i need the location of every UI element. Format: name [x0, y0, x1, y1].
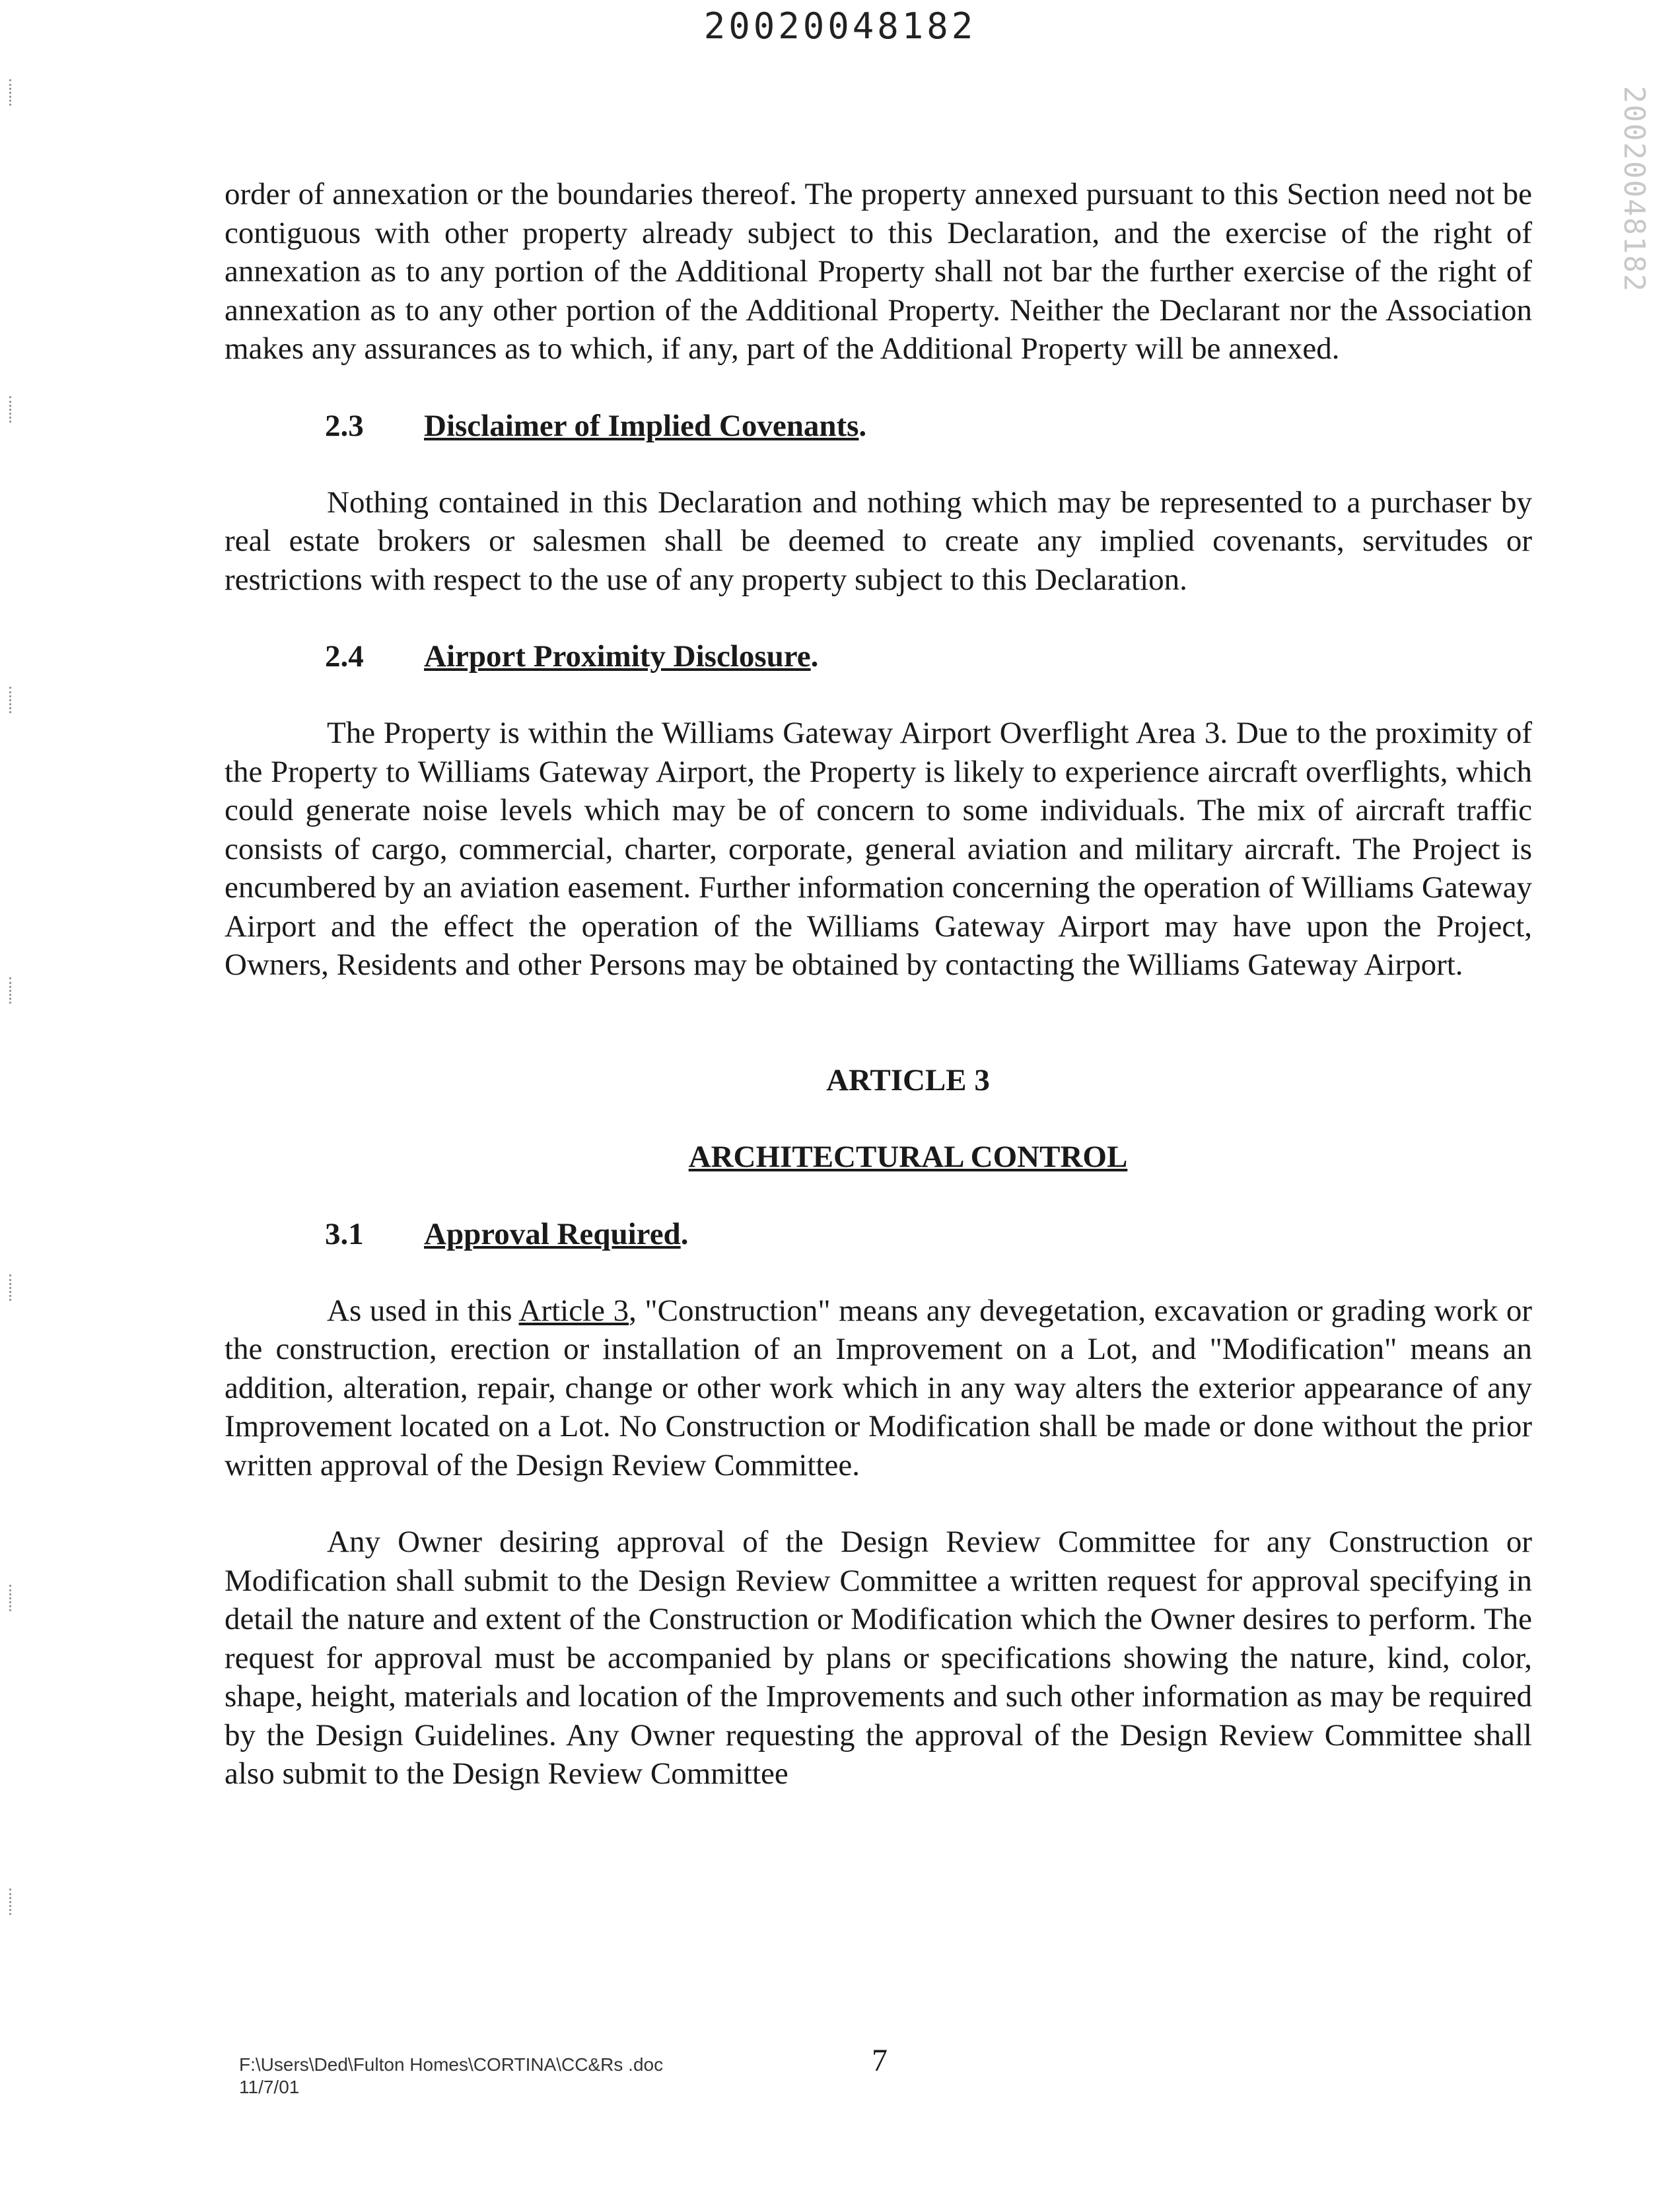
section-heading-3-1: 3.1 Approval Required. [325, 1215, 1532, 1253]
section-number: 3.1 [325, 1216, 364, 1251]
section-heading-2-4: 2.4 Airport Proximity Disclosure. [325, 637, 1532, 676]
footer-file-info [239, 2054, 663, 2099]
margin-stamp: 20020048182 [1617, 86, 1651, 293]
document-number: 20020048182 [703, 5, 977, 47]
section-3-1-paragraph-1 [225, 1292, 1532, 1485]
section-number: 2.3 [325, 408, 364, 443]
section-number: 2.4 [325, 639, 364, 674]
continued-paragraph: order of annexation or the boundaries thereof. The property annexed pursuant to this Section need not be contiguous with other property already subject to this Declaration, and the exercise of the right of annexation as to any portion of the Additional Property shall not bar the further exercise of the right of annexation as to any other portion of the Additional Property. Neither the Declarant nor the Association makes any assurances as to which, if any, part of the Additional Property will be annexed. [225, 177, 1532, 366]
article-label: ARTICLE 3 [826, 1062, 990, 1097]
footer-date: 11/7/01 [239, 2077, 300, 2097]
scan-artifact [9, 1889, 23, 1915]
section-2-4-text: The Property is within the Williams Gateway Airport Overflight Area 3. Due to the proximity of the Property to Williams Gateway Airport, the Property is likely to experience aircraft overflights, which could generate noise levels which may be of concern to some individuals. The mix of aircraft traffic consists of cargo, commercial, charter, corporate, general aviation and military aircraft. The Project is encumbered by an aviation easement. Further information concerning the operation of Williams Gateway Airport and the effect the operation of the Williams Gateway Airport may have upon the Project, Owners, Residents and other Persons may be obtained by contacting the Williams Gateway Airport. [225, 716, 1532, 982]
scan-artifact [9, 1585, 23, 1611]
article-reference: Article 3 [518, 1293, 629, 1328]
article-title [225, 1138, 1532, 1177]
section-3-1-paragraph-2: Any Owner desiring approval of the Design Review Committee for any Construction or Modification shall submit to the Design Review Committee a written request for approval specifying in detail the nature and extent of the Construction or Modification which the Owner desires to perform. The request for approval must be accompanied by plans or specifications showing the nature, kind, color, shape, height, materials and location of the Improvements and such other information as may be required by the Design Guidelines. Any Owner requesting the approval of the Design Review Committee shall also submit to the Design Review Committee [225, 1525, 1532, 1791]
scan-artifact [9, 977, 23, 1004]
paragraph-rest: , "Construction" means any devegetation, excavation or grading work or the construction, erection or installation of an Improvement on a Lot, and "Modification" means an addition, alteration, repair, change or other work which in any way alters the exterior appearance of any Improvement located on a Lot. No Construction or Modification shall be made or done without the prior written approval of the Design Review Committee. [225, 1293, 1532, 1482]
paragraph-lead: As used in this [327, 1293, 519, 1328]
section-2-3-text: Nothing contained in this Declaration and nothing which may be represented to a purchaser by real estate brokers or salesmen shall be deemed to create any implied covenants, servitudes or restrictions with respect to the use of any property subject to this Declaration. [225, 485, 1532, 597]
footer-file-path: F:\Users\Ded\Fulton Homes\CORTINA\CC&Rs .doc [239, 2054, 664, 2075]
page-number: 7 [872, 2043, 888, 2078]
scan-artifact [9, 1274, 23, 1301]
article-title-text: ARCHITECTURAL CONTROL [688, 1140, 1128, 1174]
page-body [225, 175, 1532, 1793]
scan-artifact [9, 396, 23, 423]
section-heading-2-3: 2.3 Disclaimer of Implied Covenants. [325, 407, 1532, 445]
scan-artifact [9, 687, 23, 713]
section-title: Approval Required [424, 1216, 681, 1251]
section-title: Airport Proximity Disclosure [424, 639, 811, 674]
scan-artifact [9, 79, 23, 106]
section-title: Disclaimer of Implied Covenants [424, 408, 859, 443]
